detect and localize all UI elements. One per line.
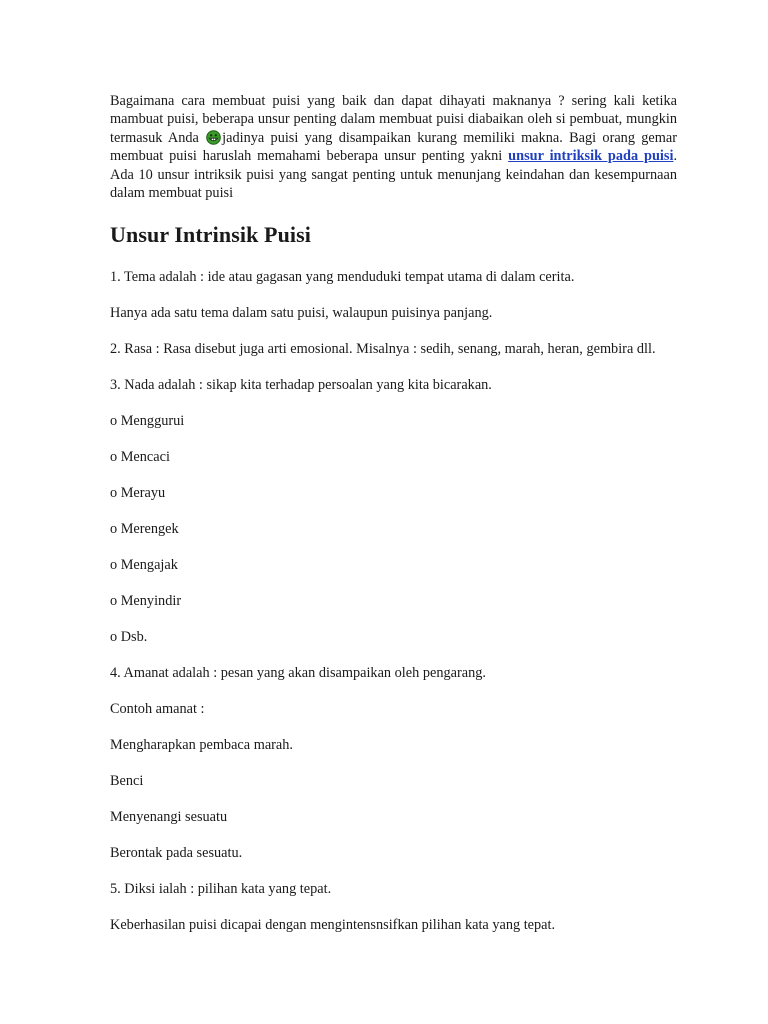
smiley-grin-icon [206, 130, 221, 145]
list-item: o Mencaci [110, 449, 170, 466]
list-item: o Mengajak [110, 557, 178, 574]
paragraph: 4. Amanat adalah : pesan yang akan disampaikan oleh pengarang. [110, 665, 486, 682]
section-heading: Unsur Intrinsik Puisi [110, 222, 311, 248]
paragraph: 5. Diksi ialah : pilihan kata yang tepat. [110, 881, 332, 898]
paragraph: Keberhasilan puisi dicapai dengan mengintensnsifkan pilihan kata yang tepat. [110, 917, 556, 934]
list-item: o Menyindir [110, 593, 182, 610]
unsur-intriksik-link[interactable]: unsur intriksik pada puisi [508, 148, 674, 165]
list-item: o Dsb. [110, 629, 148, 646]
intro-paragraph [110, 92, 677, 202]
paragraph: Berontak pada sesuatu. [110, 845, 243, 862]
paragraph: Mengharapkan pembaca marah. [110, 737, 293, 754]
intro-text-part1: Bagaimana cara membuat puisi yang baik dan dapat dihayati maknanya ? sering kali ketika mambuat puisi, beberapa unsur penting dalam membuat puisi diabaikan oleh si pembuat, mungkin termasuk Anda [110, 93, 677, 146]
list-item: o Merayu [110, 485, 166, 502]
paragraph: Hanya ada satu tema dalam satu puisi, walaupun puisinya panjang. [110, 305, 493, 322]
paragraph: 2. Rasa : Rasa disebut juga arti emosional. Misalnya : sedih, senang, marah, heran, gembira dll. [110, 341, 656, 358]
paragraph: Contoh amanat : [110, 701, 205, 718]
paragraph: 1. Tema adalah : ide atau gagasan yang menduduki tempat utama di dalam cerita. [110, 269, 575, 286]
paragraph: 3. Nada adalah : sikap kita terhadap persoalan yang kita bicarakan. [110, 377, 492, 394]
intro-text-part2: jadinya puisi yang disampaikan kurang memiliki makna. Bagi orang gemar membuat puisi haruslah memahami beberapa unsur penting yakni [110, 129, 677, 165]
list-item: o Menggurui [110, 413, 185, 430]
list-item: o Merengek [110, 521, 179, 538]
intro-text-part3: . Ada 10 unsur intriksik puisi yang sangat penting untuk menunjang keindahan dan kesempurnaan dalam membuat puisi [110, 148, 678, 202]
document-page [110, 92, 677, 952]
paragraph: Benci [110, 773, 144, 790]
paragraph: Menyenangi sesuatu [110, 809, 228, 826]
section-body [110, 268, 677, 934]
